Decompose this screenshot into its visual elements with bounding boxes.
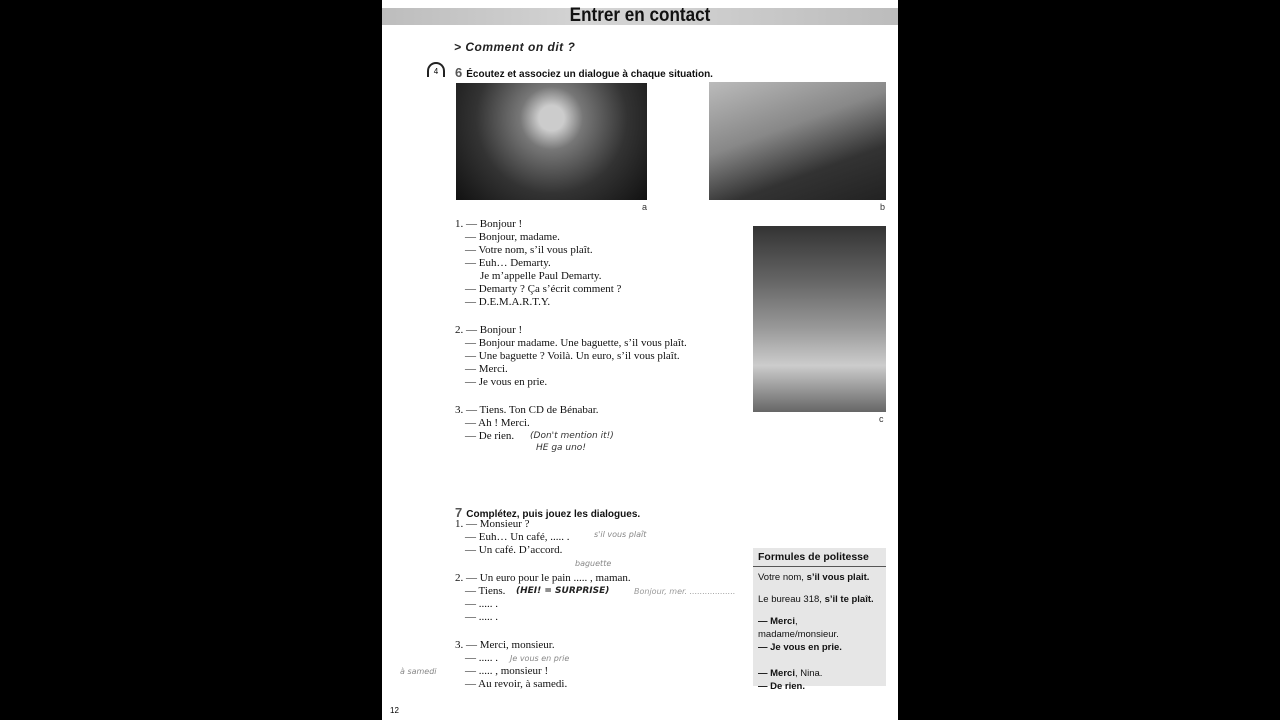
instruction-text: Écoutez et associez un dialogue à chaque situation. [466,69,713,80]
dialogue-line: — ..... . [465,598,498,610]
formule-item [753,615,886,641]
bold-text: — Je vous en prie. [758,642,842,653]
dialogue-line: — D.E.M.A.R.T.Y. [465,296,551,308]
dialogue-line: — Monsieur ? [466,518,530,530]
dialogue-1 [455,218,621,309]
photo-caption: c [879,414,884,424]
textbook-page [382,0,898,720]
plain-text: Votre nom, [758,572,807,583]
formule-item [753,593,886,606]
plain-text: Le bureau 318, [758,594,825,605]
handwritten-note: baguette [575,559,612,568]
dialogue-number: 3. [455,404,464,416]
dialogue-line: — ..... . [465,611,498,623]
dialogue-line: — Votre nom, s’il vous plaît. [465,244,593,256]
bold-text: s’il vous plait. [806,572,870,583]
dialogue-line: — Au revoir, à samedi. [465,678,568,690]
handwriting-line: (Don't mention it!) [530,431,614,441]
formule-item [753,571,886,584]
dialogue-line: — Une baguette ? Voilà. Un euro, s’il vous plaît. [465,350,680,362]
handwritten-note [530,430,614,454]
dialogue-number: 3. [455,639,464,651]
dialogue-line: — Tiens. [465,585,506,597]
dialogue-line: — Merci, monsieur. [466,639,555,651]
plain-text: , Nina. [794,668,823,679]
dialogue-number: 2. [455,572,464,584]
formule-item [753,641,886,654]
dialogue-line: — Merci. [465,363,508,375]
dialogue-line: — Euh… Un café, ..... . [465,531,570,543]
bold-text: — Merci [758,616,795,627]
bold-text: — De rien. [758,681,805,692]
formules-de-politesse-box [753,548,886,692]
bold-text: s’il te plaît. [824,594,874,605]
dialogue-line: — Bonjour ! [466,218,523,230]
headphones-icon [427,62,445,77]
dialogue-line: — Bonjour madame. Une baguette, s’il vous plaît. [465,337,687,349]
handwritten-note: Je vous en prie [510,654,570,663]
handwritten-note: s'il vous plaît [594,530,647,539]
dialogue-number: 1. [455,218,464,230]
dialogue-line: — Je vous en prie. [465,376,548,388]
dialogue-line: — ..... . [465,652,498,664]
dialogue-number: 1. [455,518,464,530]
dialogue-line: — Ah ! Merci. [465,417,530,429]
audio-track-number: 4 [433,67,439,76]
exercise-6-instruction [455,65,713,80]
plain-text: , madame/monsieur. [758,616,839,640]
handwritten-note: à samedi [400,667,437,676]
formule-item [753,680,886,693]
formule-item [753,667,886,680]
page-number: 12 [390,706,399,715]
photo-c [753,226,886,412]
exercise-number: 6 [455,65,463,80]
dialogue-line: — Un café. D’accord. [465,544,563,556]
fill-dialogue-3 [455,639,570,691]
dialogue-number: 2. [455,324,464,336]
handwritten-note: Bonjour, mer. .................. [634,587,736,596]
photo-caption: a [642,202,648,212]
dialogue-line: Je m’appelle Paul Demarty. [480,270,602,282]
photo-a [456,83,647,200]
fill-dialogue-2 [455,572,631,624]
dialogue-line: — Euh… Demarty. [465,257,551,269]
photo-b [709,82,886,200]
instruction-text: Complétez, puis jouez les dialogues. [466,509,641,520]
dialogue-line: — Bonjour ! [466,324,523,336]
dialogue-line: — Tiens. Ton CD de Bénabar. [466,404,599,416]
dialogue-line: — Un euro pour le pain ..... , maman. [466,572,631,584]
dialogue-line: — ..... , monsieur ! [465,665,549,677]
dialogue-line: — De rien. [465,430,515,442]
dialogue-line: — Demarty ? Ça s’écrit comment ? [465,283,622,295]
fill-dialogue-1 [455,518,569,557]
section-subtitle: > Comment on dit ? [454,40,576,54]
handwriting-line: HE ga uno! [536,443,586,453]
box-title: Formules de politesse [753,548,886,567]
handwritten-note: (HEI! = SURPRISE) [516,586,610,596]
exercise-number: 7 [455,505,463,520]
photo-caption: b [880,202,886,212]
dialogue-line: — Bonjour, madame. [465,231,560,243]
bold-text: — Merci [758,668,795,679]
dialogue-2 [455,324,687,389]
page-title: Entrer en contact [569,5,711,26]
